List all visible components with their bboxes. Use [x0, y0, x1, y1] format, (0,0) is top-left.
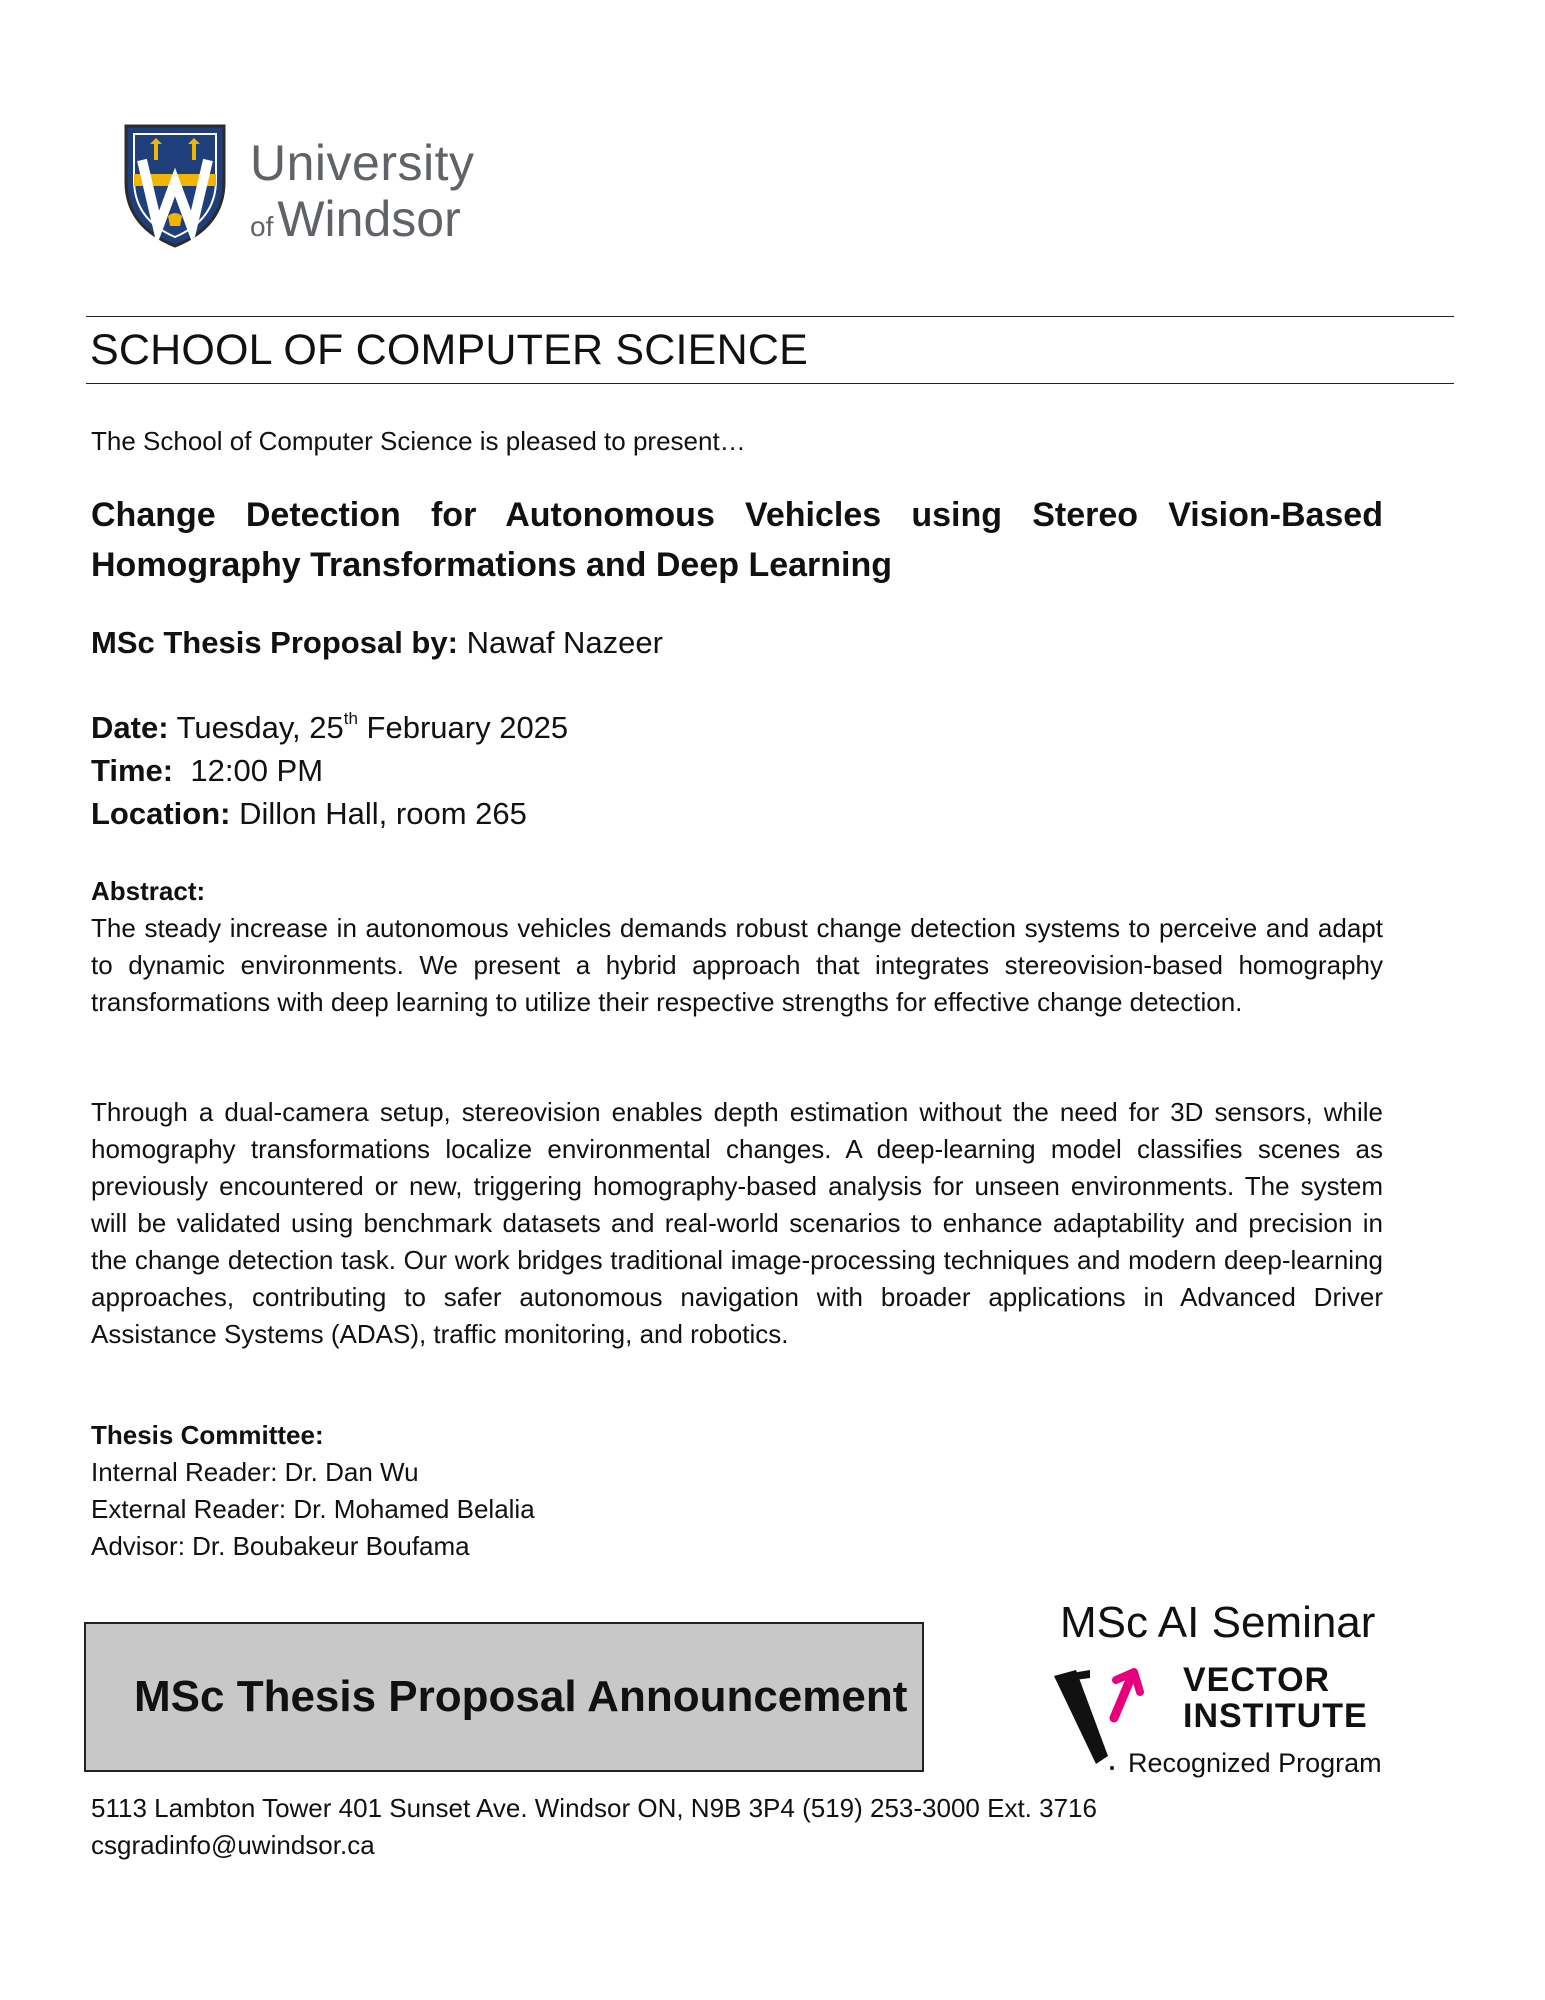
- event-location: [91, 796, 527, 832]
- time-label: Time:: [91, 753, 174, 788]
- location-value: Dillon Hall, room 265: [239, 796, 527, 831]
- announcement-banner: [84, 1622, 924, 1772]
- committee-heading: Thesis Committee:: [91, 1420, 324, 1450]
- vector-institute-name: [1183, 1662, 1368, 1734]
- university-wordmark: [250, 135, 475, 247]
- committee-list: [91, 1454, 535, 1565]
- header-top-rule: [86, 316, 1454, 317]
- footer-address: 5113 Lambton Tower 401 Sunset Ave. Windsor ON, N9B 3P4 (519) 253-3000 Ext. 3716: [91, 1793, 1097, 1823]
- recognized-program: Recognized Program: [1128, 1748, 1382, 1778]
- university-logo: [120, 120, 500, 250]
- header-bottom-rule: [86, 383, 1454, 384]
- committee-member: External Reader: Dr. Mohamed Belalia: [91, 1494, 535, 1524]
- abstract-paragraph: The steady increase in autonomous vehicles demands robust change detection systems to perceive and adapt to dynamic environments. We present a hybrid approach that integrates stereovision-based homography transformations with deep learning to utilize their respective strengths for effective change detection.: [91, 913, 1383, 1017]
- contact-footer: [91, 1790, 1097, 1864]
- event-time: [91, 753, 323, 789]
- date-value-post: February 2025: [366, 710, 569, 745]
- announcement-label: MSc Thesis Proposal Announcement: [134, 1672, 908, 1721]
- thesis-title: Change Detection for Autonomous Vehicles using Stereo Vision-Based Homography Transformations and Deep Learning: [91, 496, 1383, 584]
- location-label: Location:: [91, 796, 231, 831]
- logo-of-text: of: [250, 211, 274, 242]
- proposal-label: MSc Thesis Proposal by:: [91, 625, 458, 660]
- abstract-paragraph: Through a dual-camera setup, stereovision enables depth estimation without the need for 3D sensors, while homography transformations localize environmental changes. A deep-learning model classifies scenes as previously encountered or new, triggering homography-based analysis for unseen environments. The system will be validated using benchmark datasets and real-world scenarios to enhance adaptability and precision in the change detection task. Our work bridges traditional image-processing techniques and modern deep-learning approaches, contributing to safer autonomous navigation with broader applications in Advanced Driver Assistance Systems (ADAS), traffic monitoring, and robotics.: [91, 1097, 1383, 1349]
- school-heading: SCHOOL OF COMPUTER SCIENCE: [90, 326, 808, 374]
- abstract-heading: Abstract:: [91, 876, 206, 906]
- committee-member: Internal Reader: Dr. Dan Wu: [91, 1457, 419, 1487]
- event-date: [91, 710, 568, 746]
- university-crest-icon: [120, 120, 230, 248]
- vector-line2: INSTITUTE: [1183, 1697, 1368, 1735]
- logo-windsor-text: Windsor: [277, 191, 461, 247]
- time-value: 12:00 PM: [190, 753, 324, 788]
- vector-line1: VECTOR: [1183, 1661, 1331, 1699]
- logo-university-text: University: [250, 135, 475, 191]
- date-value-pre: Tuesday, 25: [176, 710, 344, 745]
- footer-email[interactable]: csgradinfo@uwindsor.ca: [91, 1830, 375, 1860]
- seminar-title: MSc AI Seminar: [1060, 1598, 1376, 1647]
- proposal-by: [91, 625, 663, 661]
- date-ordinal: th: [343, 709, 358, 728]
- presenter-name: Nawaf Nazeer: [466, 625, 663, 660]
- intro-text: The School of Computer Science is pleased to present…: [91, 426, 746, 456]
- date-label: Date:: [91, 710, 169, 745]
- committee-member: Advisor: Dr. Boubakeur Boufama: [91, 1531, 470, 1561]
